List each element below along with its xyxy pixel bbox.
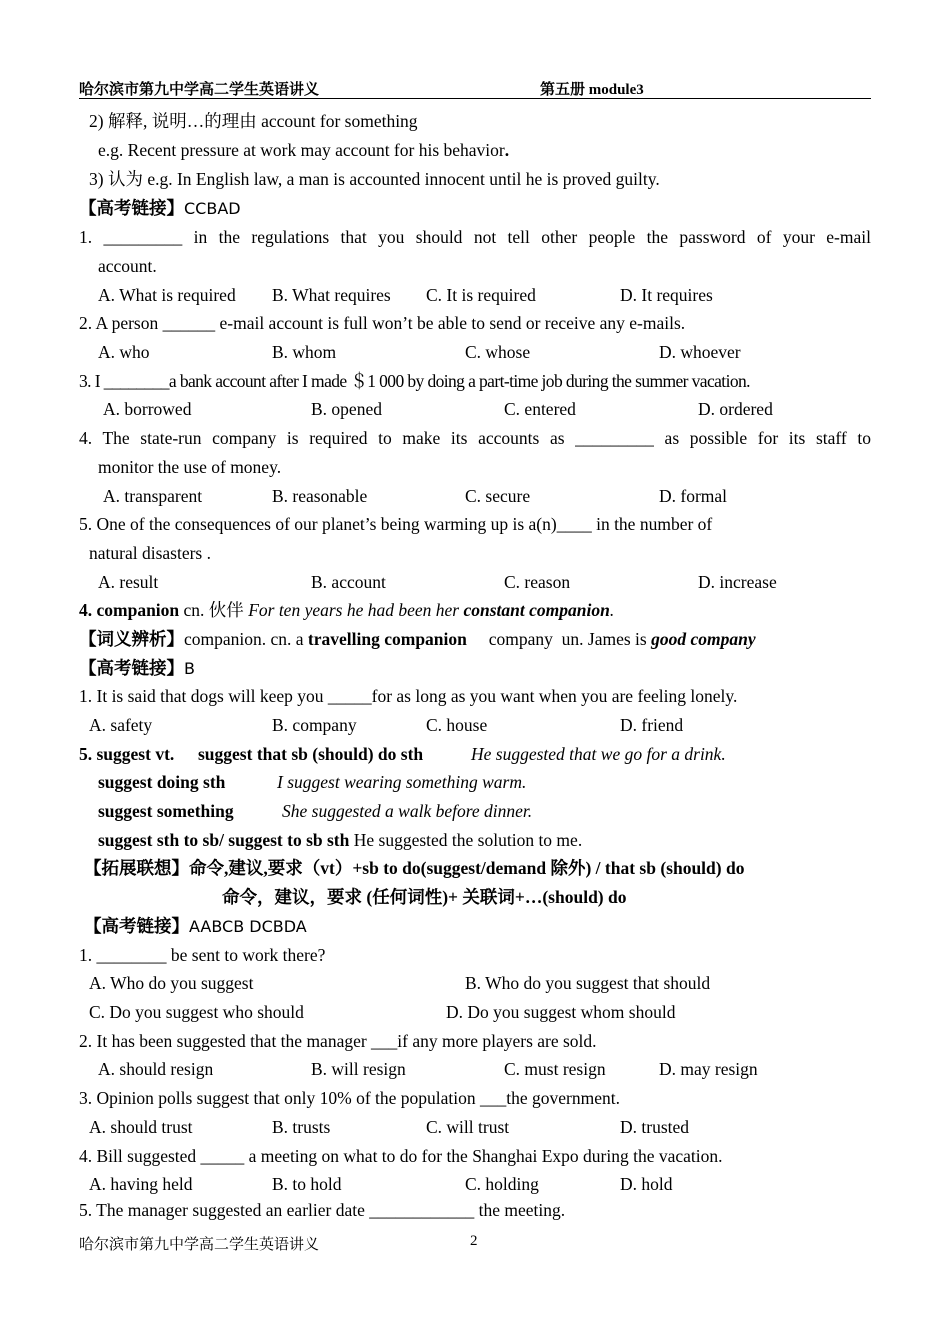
option-c: C. whose: [465, 342, 531, 362]
companion-question-1: 1. It is said that dogs will keep you _____for as long as you want when you are feeling lonely.: [79, 686, 738, 706]
option-d: D. may resign: [659, 1059, 758, 1079]
question-5-line1: 5. One of the consequences of our planet’s being warming up is a(n)____ in the number of: [79, 514, 713, 534]
option-a: A. transparent: [103, 486, 203, 506]
suggest-pattern-1: suggest that sb (should) do sth: [198, 744, 424, 764]
companion-entry: 4. companion cn. 伙伴 For ten years he had been her constant companion.: [79, 600, 615, 620]
option-d: D. formal: [659, 486, 728, 506]
suggest-question-5: 5. The manager suggested an earlier date ____________ the meeting.: [79, 1200, 566, 1220]
answer-key: CCBAD: [184, 199, 241, 218]
word-distinction: 【词义辨析】companion. cn. a travelling companion company un. James is good company: [79, 629, 756, 649]
option-b: B. to hold: [272, 1174, 342, 1194]
option-a: A. safety: [89, 715, 153, 735]
option-d: D. increase: [698, 572, 777, 592]
header-module: 第五册 module3: [540, 82, 644, 98]
question-4-line2: monitor the use of money.: [98, 457, 282, 477]
option-a: A. What is required: [98, 285, 236, 305]
option-c: C. must resign: [504, 1059, 606, 1079]
page-footer: [79, 1233, 871, 1254]
suggest-pattern-2: suggest doing sth: [98, 772, 226, 792]
option-b: B. account: [311, 572, 386, 592]
page-header: [79, 77, 871, 99]
answer-key: B: [184, 659, 195, 678]
option-c: C. secure: [465, 486, 531, 506]
suggest-question-1: 1. ________ be sent to work there?: [79, 945, 326, 965]
option-c: C. Do you suggest who should: [89, 1002, 304, 1022]
option-a: A. having held: [89, 1174, 193, 1194]
option-d: D. whoever: [659, 342, 741, 362]
option-c: C. reason: [504, 572, 571, 592]
suggest-pattern-3: suggest something: [98, 801, 234, 821]
suggest-entry: 5. suggest vt. suggest that sb (should) do sth He suggested that we go for a drink.: [79, 744, 726, 764]
option-d: D. trusted: [620, 1117, 690, 1137]
option-c: C. entered: [504, 399, 576, 419]
suggest-example-2: I suggest wearing something warm.: [277, 772, 527, 792]
question-1-line1: 1. _________ in the regulations that you should not tell other people the password of your e-mail: [79, 227, 871, 247]
question-3: 3. I ________a bank account after I made ＄1 000 by doing a part-time job during the summer vacation.: [79, 371, 750, 391]
extend-note-line1: 【拓展联想】命令,建议,要求（vt）+sb to do(suggest/demand 除外) / that sb (should) do: [84, 858, 745, 878]
header-title: 哈尔滨市第九中学高二学生英语讲义: [79, 82, 320, 98]
suggest-example-1: He suggested that we go for a drink.: [471, 744, 726, 764]
option-b: B. company: [272, 715, 357, 735]
footer-title: 哈尔滨市第九中学高二学生英语讲义: [79, 1237, 320, 1253]
suggest-question-3: 3. Opinion polls suggest that only 10% of the population ___the government.: [79, 1088, 620, 1108]
option-b: B. What requires: [272, 285, 391, 305]
suggest-example-3: She suggested a walk before dinner.: [282, 801, 533, 821]
option-a: A. borrowed: [103, 399, 192, 419]
option-b: B. reasonable: [272, 486, 368, 506]
link-heading-1: 【高考链接】CCBAD: [79, 198, 241, 218]
answer-key: AABCB DCBDA: [189, 917, 307, 936]
option-d: D. hold: [620, 1174, 673, 1194]
option-a: A. should resign: [98, 1059, 214, 1079]
extend-note-line2: 命令，建议，要求 (任何词性)+ 关联词+…(should) do: [222, 887, 627, 907]
question-4-line1: 4. The state-run company is required to make its accounts as _________ as possible for its staff to: [79, 428, 871, 448]
option-c: C. will trust: [426, 1117, 510, 1137]
option-c: C. house: [426, 715, 488, 735]
account-example-2: e.g. Recent pressure at work may account for his behavior.: [98, 140, 510, 160]
option-a: A. result: [98, 572, 159, 592]
option-a: A. should trust: [89, 1117, 193, 1137]
question-5-line2: natural disasters .: [89, 543, 211, 563]
option-d: D. It requires: [620, 285, 713, 305]
option-b: B. trusts: [272, 1117, 331, 1137]
question-1-line2: account.: [98, 256, 157, 276]
option-a: A. Who do you suggest: [89, 973, 254, 993]
option-b: B. opened: [311, 399, 382, 419]
option-c: C. It is required: [426, 285, 536, 305]
suggest-line-4: suggest sth to sb/ suggest to sb sth He suggested the solution to me.: [98, 830, 583, 850]
option-d: D. ordered: [698, 399, 773, 419]
suggest-question-2: 2. It has been suggested that the manager ___if any more players are sold.: [79, 1031, 597, 1051]
option-c: C. holding: [465, 1174, 539, 1194]
suggest-question-4: 4. Bill suggested _____ a meeting on what to do for the Shanghai Expo during the vacation.: [79, 1146, 723, 1166]
option-b: B. whom: [272, 342, 337, 362]
option-a: A. who: [98, 342, 150, 362]
link-heading-2: 【高考链接】B: [79, 658, 195, 678]
option-d: D. friend: [620, 715, 684, 735]
option-b: B. Who do you suggest that should: [465, 973, 711, 993]
option-d: D. Do you suggest whom should: [446, 1002, 676, 1022]
account-sense-2: 2) 解释, 说明…的理由 account for something: [89, 111, 418, 131]
question-2: 2. A person ______ e-mail account is full won’t be able to send or receive any e-mails.: [79, 313, 686, 333]
option-b: B. will resign: [311, 1059, 406, 1079]
page-number: 2: [470, 1233, 478, 1249]
link-heading-3: 【高考链接】AABCB DCBDA: [84, 916, 307, 936]
account-sense-3: 3) 认为 e.g. In English law, a man is accounted innocent until he is proved guilty.: [89, 169, 660, 189]
